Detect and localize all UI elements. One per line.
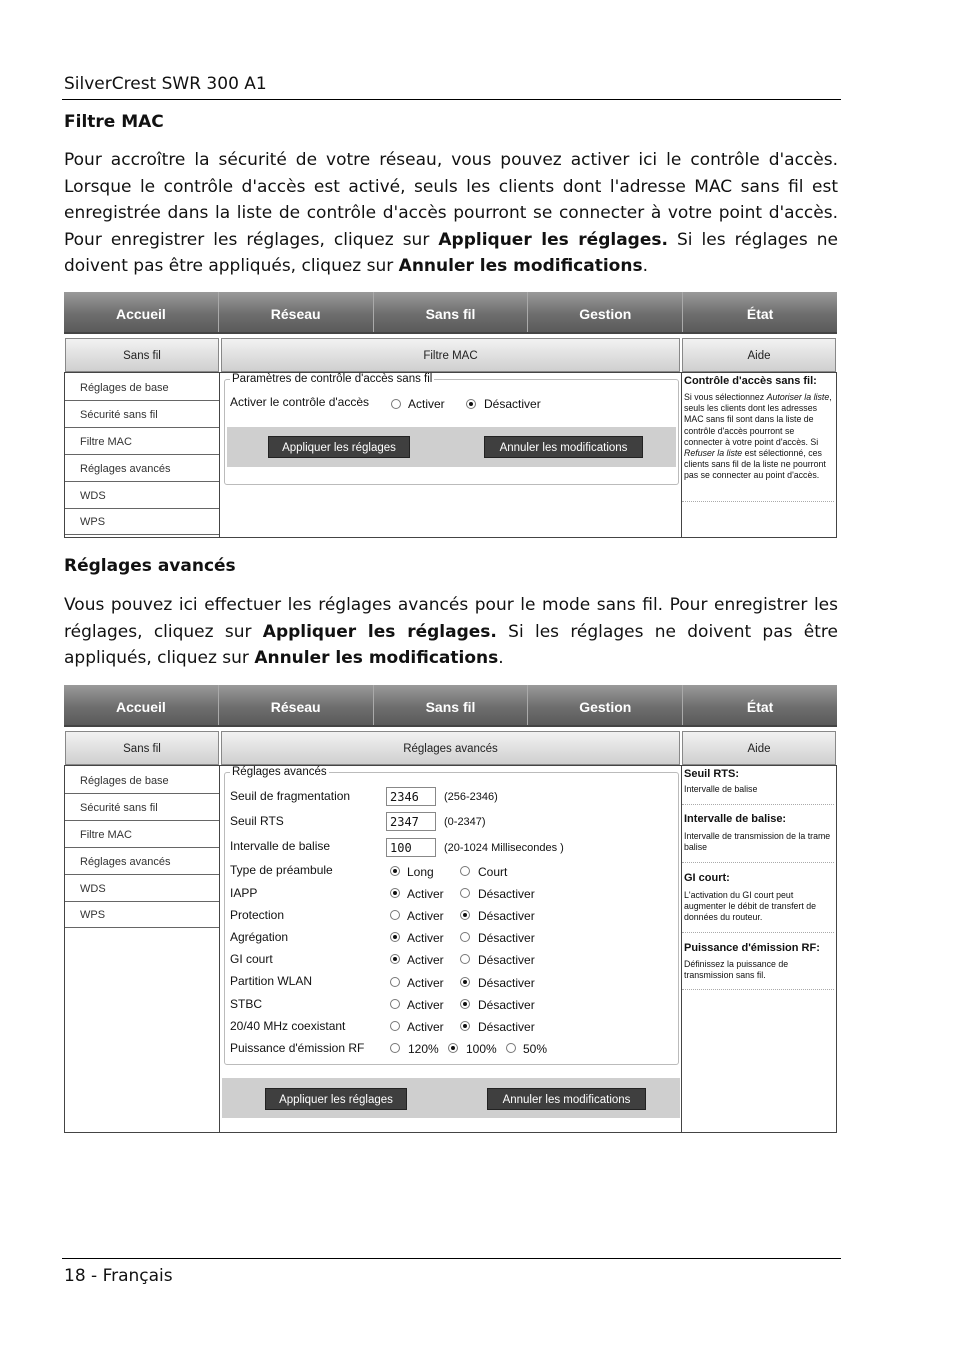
router-ui-advanced bbox=[64, 685, 837, 1133]
help-text-part: est sélectionné, ces clients sans fil de la liste ne pourront pas se connecter au point d'accès. bbox=[684, 448, 826, 481]
access-control-label: Activer le contrôle d'accès bbox=[230, 395, 370, 409]
cancel-button[interactable]: Annuler les modifications bbox=[484, 436, 643, 458]
gi-court-label: GI court bbox=[230, 952, 273, 966]
document-header: SilverCrest SWR 300 A1 bbox=[64, 74, 267, 94]
help-text-rf: Définissez la puissance de transmission sans fil. bbox=[684, 959, 789, 981]
nav-tab-sans-fil[interactable]: Sans fil bbox=[374, 685, 529, 725]
frag-threshold-input[interactable]: 2346 bbox=[386, 787, 436, 806]
help-divider bbox=[682, 501, 834, 502]
sidebar-title: Sans fil bbox=[65, 731, 219, 765]
coexist-activer-label: Activer bbox=[407, 1020, 444, 1034]
coexist-activer-radio[interactable] bbox=[390, 1021, 400, 1031]
help-panel bbox=[681, 372, 837, 538]
help-text bbox=[684, 392, 834, 482]
iapp-desactiver-radio[interactable] bbox=[460, 888, 470, 898]
wlan-partition-desactiver-label: Désactiver bbox=[478, 976, 535, 990]
sidebar-item-wps[interactable]: WPS bbox=[65, 902, 219, 928]
iapp-desactiver-label: Désactiver bbox=[478, 887, 535, 901]
rf-power-100-radio[interactable] bbox=[448, 1043, 458, 1053]
rts-threshold-range: (0-2347) bbox=[444, 816, 486, 828]
wlan-partition-desactiver-radio[interactable] bbox=[460, 977, 470, 987]
sidebar-item-reglages-avances[interactable]: Réglages avancés bbox=[65, 456, 219, 482]
nav-tab-etat[interactable]: État bbox=[746, 699, 774, 715]
help-text-italic: Refuser la liste bbox=[684, 448, 743, 459]
protection-activer-radio[interactable] bbox=[390, 910, 400, 920]
main-panel bbox=[219, 765, 682, 1133]
help-heading-beacon: Intervalle de balise: bbox=[684, 813, 787, 825]
top-nav bbox=[64, 292, 837, 334]
fieldset-legend: Réglages avancés bbox=[232, 766, 327, 778]
panel-title: Filtre MAC bbox=[221, 338, 680, 372]
help-panel bbox=[681, 765, 837, 1133]
para-bold: Annuler les modifications bbox=[254, 648, 499, 668]
section-title-advanced: Réglages avancés bbox=[64, 556, 236, 576]
preamble-court-radio[interactable] bbox=[460, 866, 470, 876]
help-divider bbox=[682, 989, 834, 990]
nav-tab-gestion[interactable]: Gestion bbox=[528, 292, 683, 332]
iapp-activer-label: Activer bbox=[407, 887, 444, 901]
footer-rule bbox=[62, 1258, 841, 1259]
nav-tab-reseau[interactable]: Réseau bbox=[219, 292, 374, 332]
apply-button[interactable]: Appliquer les réglages bbox=[268, 436, 410, 458]
apply-button[interactable]: Appliquer les réglages bbox=[265, 1088, 407, 1110]
nav-tab-etat[interactable]: État bbox=[746, 306, 774, 322]
help-title: Aide bbox=[682, 731, 836, 765]
sidebar-item-filtre-mac[interactable]: Filtre MAC bbox=[65, 429, 219, 455]
nav-tab-accueil[interactable]: Accueil bbox=[64, 685, 219, 725]
help-text-italic: Autoriser la liste bbox=[766, 392, 830, 402]
sidebar-title: Sans fil bbox=[65, 338, 219, 372]
panel-title: Réglages avancés bbox=[221, 731, 680, 765]
radio-desactiver[interactable] bbox=[466, 399, 476, 409]
preamble-label: Type de préambule bbox=[230, 863, 333, 877]
beacon-interval-input[interactable]: 100 bbox=[386, 838, 436, 857]
help-heading-rts: Seuil RTS: bbox=[684, 768, 740, 780]
rf-power-50-label: 50% bbox=[523, 1042, 548, 1056]
header-rule bbox=[62, 99, 841, 100]
section-paragraph-mac-filter bbox=[64, 147, 838, 280]
main-panel bbox=[219, 372, 682, 538]
help-text-beacon: Intervalle de transmission de la trame balise bbox=[684, 831, 831, 853]
para-text: . bbox=[498, 648, 504, 668]
nav-tab-reseau[interactable]: Réseau bbox=[219, 685, 374, 725]
sidebar-item-wds[interactable]: WDS bbox=[65, 483, 219, 509]
stbc-activer-label: Activer bbox=[407, 998, 444, 1012]
help-text-part: , seuls les clients dont les adresses MAC sans fil sont dans la liste de contrôle d'accès pourront se connecter à votre point d'accès. Si bbox=[684, 392, 832, 447]
sidebar bbox=[64, 765, 220, 1133]
gi-court-desactiver-radio[interactable] bbox=[460, 954, 470, 964]
frag-threshold-range: (256-2346) bbox=[444, 791, 498, 803]
para-bold: Annuler les modifications bbox=[398, 256, 643, 276]
nav-tab-gestion[interactable]: Gestion bbox=[528, 685, 683, 725]
sidebar-item-securite[interactable]: Sécurité sans fil bbox=[65, 795, 219, 821]
stbc-activer-radio[interactable] bbox=[390, 999, 400, 1009]
para-text: Pour accroître la sécurité de votre réseau, vous pouvez activer ici le contrôle d'accès. Lorsque le contrôle d'accès est activé, seuls les clients dont l'adresse MAC sans fil est enregistrée dans la liste de contrôle d'accès pourront se connecter à votre point d'accès. Pour enregistrer les réglages, cliquez sur bbox=[64, 150, 838, 250]
para-bold: Appliquer les réglages. bbox=[438, 229, 668, 250]
help-text-part: Si vous sélectionnez bbox=[684, 392, 767, 402]
protection-desactiver-label: Désactiver bbox=[478, 909, 535, 923]
protection-label: Protection bbox=[230, 908, 285, 922]
para-text: Si les réglages ne doivent pas être appliqués, cliquez sur bbox=[64, 621, 838, 668]
radio-activer[interactable] bbox=[391, 399, 401, 409]
wlan-partition-label: Partition WLAN bbox=[230, 974, 313, 988]
sidebar-item-filtre-mac[interactable]: Filtre MAC bbox=[65, 822, 219, 848]
aggregation-label: Agrégation bbox=[230, 930, 289, 944]
iapp-label: IAPP bbox=[230, 886, 258, 900]
aggregation-desactiver-radio[interactable] bbox=[460, 932, 470, 942]
para-text: Si les réglages ne doivent pas être appliqués, cliquez sur bbox=[64, 229, 839, 276]
gi-court-activer-radio[interactable] bbox=[390, 954, 400, 964]
coexist-desactiver-radio[interactable] bbox=[460, 1021, 470, 1031]
stbc-desactiver-radio[interactable] bbox=[460, 999, 470, 1009]
sidebar-item-securite[interactable]: Sécurité sans fil bbox=[65, 402, 219, 428]
sidebar-item-wds[interactable]: WDS bbox=[65, 876, 219, 902]
help-divider bbox=[682, 862, 834, 863]
help-text-gi: L'activation du GI court peut augmenter le débit de transfert de données du routeur. bbox=[684, 890, 817, 923]
beacon-interval-label: Intervalle de balise bbox=[230, 839, 331, 853]
para-bold: Appliquer les réglages. bbox=[262, 621, 497, 642]
protection-activer-label: Activer bbox=[407, 909, 444, 923]
help-heading: Contrôle d'accès sans fil: bbox=[684, 375, 817, 387]
section-title-mac-filter: Filtre MAC bbox=[64, 112, 164, 132]
preamble-long-radio[interactable] bbox=[390, 866, 400, 876]
section-paragraph-advanced bbox=[64, 592, 838, 672]
wlan-partition-activer-radio[interactable] bbox=[390, 977, 400, 987]
nav-tab-sans-fil[interactable]: Sans fil bbox=[374, 292, 529, 332]
sidebar-item-reglages-de-base[interactable]: Réglages de base bbox=[65, 768, 219, 794]
coexist-desactiver-label: Désactiver bbox=[478, 1020, 535, 1034]
sidebar bbox=[64, 372, 220, 538]
radio-activer-label: Activer bbox=[408, 397, 445, 411]
aggregation-activer-radio[interactable] bbox=[390, 932, 400, 942]
help-divider bbox=[682, 932, 834, 933]
fieldset-legend: Paramètres de contrôle d'accès sans fil bbox=[232, 373, 433, 385]
rf-power-120-label: 120% bbox=[408, 1042, 439, 1056]
help-text-rts: Intervalle de balise bbox=[684, 784, 758, 794]
top-nav bbox=[64, 685, 837, 727]
page-number: 18 - Français bbox=[64, 1266, 173, 1286]
beacon-interval-range: (20-1024 Millisecondes ) bbox=[444, 842, 564, 854]
para-text: Vous pouvez ici effectuer les réglages avancés pour le mode sans fil. Pour enregistrer les réglages, cliquez sur bbox=[64, 595, 838, 642]
nav-tab-accueil[interactable]: Accueil bbox=[64, 292, 219, 332]
para-text: . bbox=[642, 256, 648, 276]
preamble-long-label: Long bbox=[407, 865, 434, 879]
gi-court-activer-label: Activer bbox=[407, 953, 444, 967]
stbc-desactiver-label: Désactiver bbox=[478, 998, 535, 1012]
stbc-label: STBC bbox=[230, 997, 263, 1011]
rf-power-50-radio[interactable] bbox=[506, 1043, 516, 1053]
help-title: Aide bbox=[682, 338, 836, 372]
rts-threshold-label: Seuil RTS bbox=[230, 814, 284, 828]
radio-desactiver-label: Désactiver bbox=[484, 397, 541, 411]
gi-court-desactiver-label: Désactiver bbox=[478, 953, 535, 967]
rf-power-100-label: 100% bbox=[466, 1042, 497, 1056]
aggregation-desactiver-label: Désactiver bbox=[478, 931, 535, 945]
frag-threshold-label: Seuil de fragmentation bbox=[230, 789, 351, 803]
rf-power-120-radio[interactable] bbox=[390, 1043, 400, 1053]
router-ui-mac-filter bbox=[64, 292, 837, 538]
iapp-activer-radio[interactable] bbox=[390, 888, 400, 898]
cancel-button[interactable]: Annuler les modifications bbox=[487, 1088, 646, 1110]
sidebar-item-reglages-de-base[interactable]: Réglages de base bbox=[65, 375, 219, 401]
sidebar-item-wps[interactable]: WPS bbox=[65, 509, 219, 535]
sidebar-item-reglages-avances[interactable]: Réglages avancés bbox=[65, 849, 219, 875]
help-heading-gi: GI court: bbox=[684, 872, 730, 884]
coexist-label: 20/40 MHz coexistant bbox=[230, 1019, 346, 1033]
protection-desactiver-radio[interactable] bbox=[460, 910, 470, 920]
wlan-partition-activer-label: Activer bbox=[407, 976, 444, 990]
help-divider bbox=[682, 804, 834, 805]
aggregation-activer-label: Activer bbox=[407, 931, 444, 945]
help-heading-rf: Puissance d'émission RF: bbox=[684, 942, 820, 954]
rf-power-label: Puissance d'émission RF bbox=[230, 1041, 365, 1055]
preamble-court-label: Court bbox=[478, 865, 508, 879]
rts-threshold-input[interactable]: 2347 bbox=[386, 812, 436, 831]
